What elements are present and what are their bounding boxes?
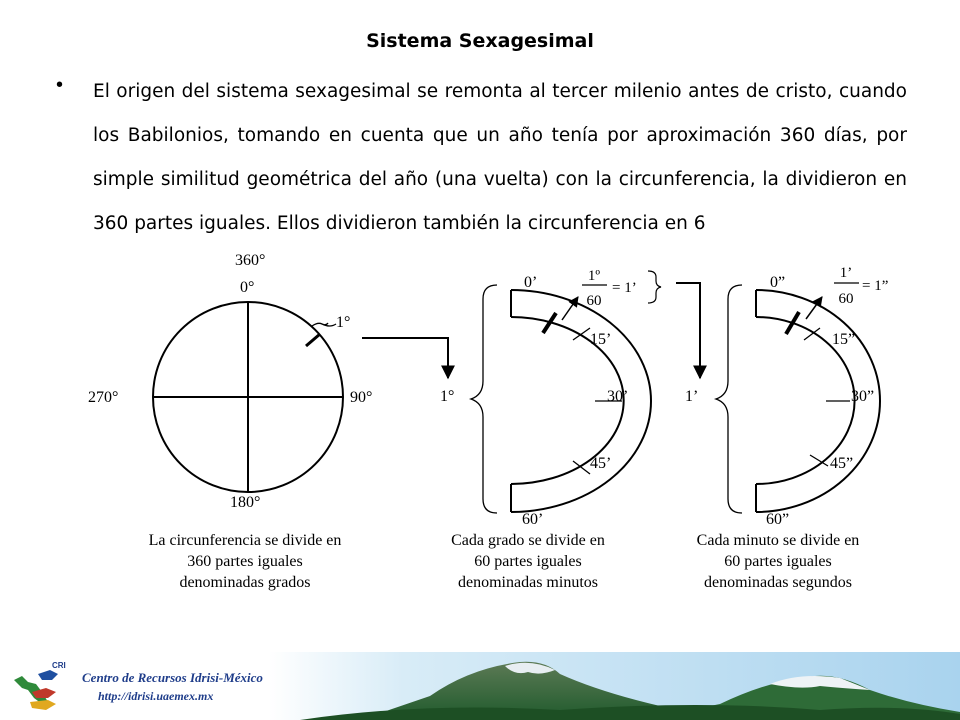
degree-caption-1: Cada grado se divide en <box>451 532 605 549</box>
minute-caption-1: Cada minuto se divide en <box>696 532 860 549</box>
bullet-point: • <box>56 74 64 96</box>
degree-arc-tick-label-30: 30’ <box>607 388 629 405</box>
footer-banner <box>0 652 960 720</box>
degree-arc-outer <box>511 290 651 512</box>
degree-arc-brace <box>471 285 497 513</box>
label-360: 360° <box>235 252 266 269</box>
minute-caption-2: 60 partes iguales <box>724 553 832 570</box>
bullet-text: El origen del sistema sexagesimal se remonta al tercer milenio antes de cristo, cuando los Babilonios, tomando en cuenta que un año tenía por aproximación 360 días, por simple similitud geométrica del año (una vuelta) con la circunferencia, la dividieron en 360 partes iguales. Ellos dividieron también la circunferencia en 6 <box>93 81 907 234</box>
degree-arc-tick-label-60: 60’ <box>522 511 544 528</box>
minute-formula-denominator: 60 <box>838 291 854 307</box>
degree-formula-denominator: 60 <box>586 293 602 309</box>
minute-arc-tick-label-15: 15” <box>832 331 856 348</box>
minute-arc-tick-label-45: 45” <box>830 455 854 472</box>
degree-circle <box>153 302 343 492</box>
minute-formula-equals: = 1” <box>862 278 889 294</box>
minute-arc-tick-label-60: 60” <box>766 511 790 528</box>
footer-url: http://idrisi.uaemex.mx <box>98 689 214 703</box>
one-degree-brace <box>312 323 336 326</box>
circle-caption-1: La circunferencia se divide en <box>148 532 342 549</box>
minute-formula-numerator: 1’ <box>839 265 853 281</box>
circle-caption-3: denominadas grados <box>179 574 311 591</box>
degree-arc-left-label: 1° <box>440 388 455 405</box>
minute-arc-left-label: 1’ <box>685 388 699 405</box>
degree-arc-tick-label-45: 45’ <box>590 455 612 472</box>
connector-arrow-2 <box>676 283 700 378</box>
minute-caption-3: denominadas segundos <box>704 574 852 591</box>
degree-caption-2: 60 partes iguales <box>474 553 582 570</box>
label-180: 180° <box>230 494 261 511</box>
label-90: 90° <box>350 389 373 406</box>
one-degree-tick <box>306 334 320 346</box>
minute-arc-brace <box>716 285 742 513</box>
minute-arc-one-second-mark <box>786 312 799 334</box>
connector-arrow-1 <box>362 338 448 378</box>
footer-org-name: Centro de Recursos Idrisi-México <box>82 670 263 685</box>
degree-formula-brace <box>648 271 661 303</box>
label-one-degree: 1° <box>336 314 351 331</box>
circle-caption-2: 360 partes iguales <box>187 553 303 570</box>
slide-title: Sistema Sexagesimal <box>366 30 594 52</box>
degree-formula-numerator: 1º <box>587 268 601 284</box>
label-0: 0° <box>240 279 255 296</box>
degree-caption-3: denominadas minutos <box>458 574 598 591</box>
degree-arc-tick-label-15: 15’ <box>590 331 612 348</box>
label-270: 270° <box>88 389 119 406</box>
degree-arc-tick-label-0: 0’ <box>524 274 538 291</box>
degree-formula-equals: = 1’ <box>612 280 637 296</box>
minute-arc-tick-label-30: 30” <box>851 388 875 405</box>
logo-text: CRI <box>52 661 66 670</box>
minute-arc-tick-label-0: 0” <box>770 274 786 291</box>
